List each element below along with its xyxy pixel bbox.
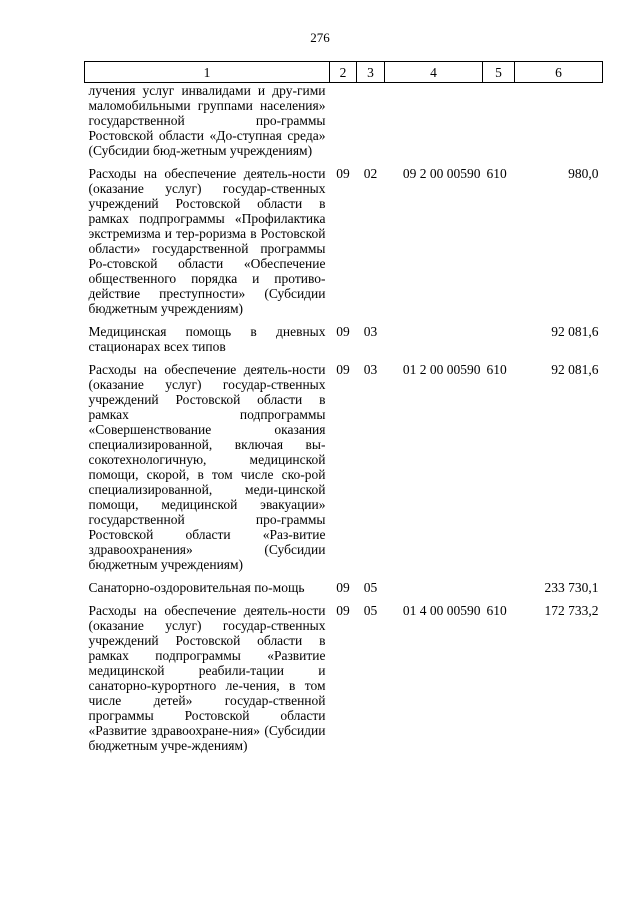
column-header: 1 (85, 62, 330, 83)
table-row (85, 324, 603, 362)
expense-type-code (483, 580, 515, 603)
budget-table (84, 61, 603, 761)
table-row (85, 580, 603, 603)
target-article-code (385, 324, 483, 362)
column-header: 2 (330, 62, 357, 83)
amount: 92 081,6 (551, 324, 599, 339)
table-row (85, 603, 603, 761)
target-article-code: 01 4 00 00590 (402, 603, 481, 618)
column-header: 6 (515, 62, 603, 83)
table-row (85, 83, 603, 167)
row-description: Расходы на обеспечение деятель-ности (оказание услуг) государ-ственных учреждений Ростовской области в рамках подпрограммы «Профилактика экстремизма и тер-роризма в Ростовской области» государственной программы Ро-стовской области «Обеспечение общественного порядка и противо-действие преступности» (Субсидии бюджетным учреждениям) (88, 166, 326, 316)
section-code (330, 83, 357, 167)
page-number: 276 (310, 30, 330, 45)
row-description: Расходы на обеспечение деятель-ности (оказание услуг) государ-ственных учреждений Ростовской области в рамках подпрограммы «Развитие медицинской реабили-тации и санаторно-курортного ле-чения, в том числе детей» государ-ственной программы Ростовской области «Развитие здравоохране-ния» (Субсидии бюджетным учре-ждениям) (88, 603, 326, 753)
target-article-code: 01 2 00 00590 (402, 362, 481, 377)
subsection-code: 05 (363, 603, 378, 618)
section-code: 09 (336, 603, 350, 618)
table-header-row (85, 62, 603, 83)
column-header: 4 (385, 62, 483, 83)
expense-type-code: 610 (486, 166, 507, 181)
subsection-code: 05 (363, 580, 378, 595)
subsection-code (357, 83, 385, 167)
subsection-code: 02 (363, 166, 378, 181)
target-article-code (385, 83, 483, 167)
section-code: 09 (336, 166, 350, 181)
row-description: лучения услуг инвалидами и дру-гими маломобильными группами населения» государственной про-граммы Ростовской области «До-ступная среда» (Субсидии бюд-жетным учреждениям) (88, 83, 326, 158)
table-row (85, 362, 603, 580)
expense-type-code: 610 (486, 603, 507, 618)
target-article-code: 09 2 00 00590 (402, 166, 481, 181)
section-code: 09 (336, 324, 350, 339)
amount: 172 733,2 (544, 603, 599, 618)
amount: 233 730,1 (544, 580, 599, 595)
expense-type-code: 610 (486, 362, 507, 377)
column-header: 5 (483, 62, 515, 83)
subsection-code: 03 (363, 362, 378, 377)
subsection-code: 03 (363, 324, 378, 339)
section-code: 09 (336, 580, 350, 595)
column-header: 3 (357, 62, 385, 83)
row-description: Медицинская помощь в дневных стационарах всех типов (88, 324, 326, 354)
row-description: Расходы на обеспечение деятель-ности (оказание услуг) государ-ственных учреждений Ростовской области в рамках подпрограммы «Совершенствование оказания специализированной, включая вы-сокотехнологичную, медицинской помощи, скорой, в том числе ско-рой специализированной, меди-цинской помощи, медицинской эвакуации» государственной про-граммы Ростовской области «Раз-витие здравоохранения» (Субсидии бюджетным учреждениям) (88, 362, 326, 572)
expense-type-code (483, 324, 515, 362)
table-row (85, 166, 603, 324)
amount: 980,0 (568, 166, 599, 181)
amount: 92 081,6 (551, 362, 599, 377)
target-article-code (385, 580, 483, 603)
row-description: Санаторно-оздоровительная по-мощь (88, 580, 305, 595)
expense-type-code (483, 83, 515, 167)
amount (515, 83, 603, 167)
section-code: 09 (336, 362, 350, 377)
